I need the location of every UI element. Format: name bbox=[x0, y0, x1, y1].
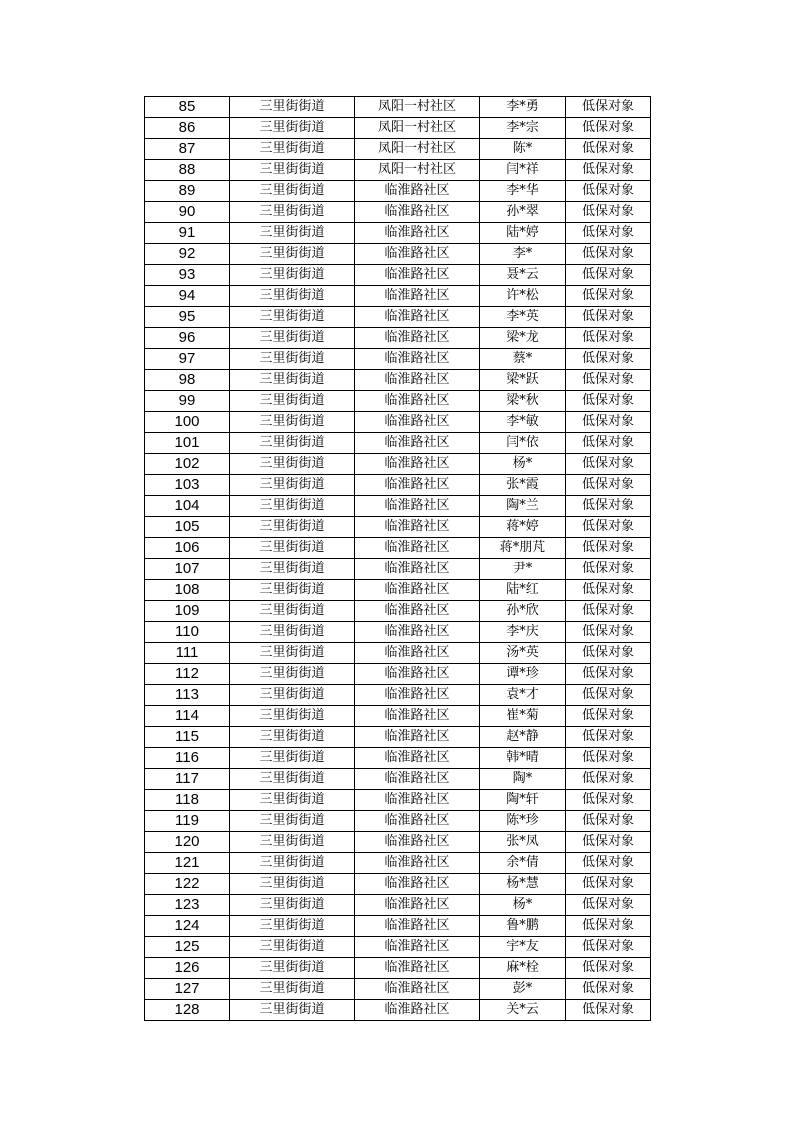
assistance-type-cell: 低保对象 bbox=[566, 391, 651, 412]
street-cell: 三里街街道 bbox=[230, 97, 355, 118]
table-row bbox=[145, 349, 651, 370]
assistance-type-cell: 低保对象 bbox=[566, 496, 651, 517]
assistance-type-cell: 低保对象 bbox=[566, 979, 651, 1000]
street-cell: 三里街街道 bbox=[230, 643, 355, 664]
community-cell: 临淮路社区 bbox=[355, 769, 480, 790]
row-number-cell: 117 bbox=[145, 769, 230, 790]
street-cell: 三里街街道 bbox=[230, 244, 355, 265]
recipient-name-cell: 李*英 bbox=[480, 307, 566, 328]
table-row bbox=[145, 937, 651, 958]
street-cell: 三里街街道 bbox=[230, 601, 355, 622]
community-cell: 临淮路社区 bbox=[355, 307, 480, 328]
table-row bbox=[145, 433, 651, 454]
street-cell: 三里街街道 bbox=[230, 664, 355, 685]
street-cell: 三里街街道 bbox=[230, 517, 355, 538]
recipient-name-cell: 蒋*朋芃 bbox=[480, 538, 566, 559]
table-row bbox=[145, 1000, 651, 1021]
recipient-name-cell: 陶*兰 bbox=[480, 496, 566, 517]
street-cell: 三里街街道 bbox=[230, 748, 355, 769]
table-row bbox=[145, 916, 651, 937]
table-row bbox=[145, 370, 651, 391]
recipient-name-cell: 陈*珍 bbox=[480, 811, 566, 832]
community-cell: 临淮路社区 bbox=[355, 916, 480, 937]
assistance-type-cell: 低保对象 bbox=[566, 790, 651, 811]
street-cell: 三里街街道 bbox=[230, 475, 355, 496]
community-cell: 临淮路社区 bbox=[355, 391, 480, 412]
assistance-type-cell: 低保对象 bbox=[566, 97, 651, 118]
table-row bbox=[145, 244, 651, 265]
street-cell: 三里街街道 bbox=[230, 370, 355, 391]
row-number-cell: 101 bbox=[145, 433, 230, 454]
community-cell: 临淮路社区 bbox=[355, 853, 480, 874]
row-number-cell: 128 bbox=[145, 1000, 230, 1021]
assistance-type-cell: 低保对象 bbox=[566, 727, 651, 748]
recipient-name-cell: 梁*跃 bbox=[480, 370, 566, 391]
table-row bbox=[145, 811, 651, 832]
assistance-type-cell: 低保对象 bbox=[566, 139, 651, 160]
assistance-type-cell: 低保对象 bbox=[566, 118, 651, 139]
row-number-cell: 99 bbox=[145, 391, 230, 412]
recipient-name-cell: 蔡* bbox=[480, 349, 566, 370]
community-cell: 临淮路社区 bbox=[355, 223, 480, 244]
row-number-cell: 112 bbox=[145, 664, 230, 685]
community-cell: 临淮路社区 bbox=[355, 412, 480, 433]
table-row bbox=[145, 580, 651, 601]
assistance-type-cell: 低保对象 bbox=[566, 433, 651, 454]
assistance-type-cell: 低保对象 bbox=[566, 622, 651, 643]
street-cell: 三里街街道 bbox=[230, 412, 355, 433]
community-cell: 临淮路社区 bbox=[355, 202, 480, 223]
street-cell: 三里街街道 bbox=[230, 433, 355, 454]
community-cell: 临淮路社区 bbox=[355, 538, 480, 559]
row-number-cell: 91 bbox=[145, 223, 230, 244]
recipient-name-cell: 李*敏 bbox=[480, 412, 566, 433]
recipient-name-cell: 蒋*婷 bbox=[480, 517, 566, 538]
table-row bbox=[145, 412, 651, 433]
recipient-name-cell: 关*云 bbox=[480, 1000, 566, 1021]
table-row bbox=[145, 832, 651, 853]
table-row bbox=[145, 475, 651, 496]
recipient-name-cell: 闫*祥 bbox=[480, 160, 566, 181]
assistance-type-cell: 低保对象 bbox=[566, 286, 651, 307]
assistance-type-cell: 低保对象 bbox=[566, 412, 651, 433]
table-row bbox=[145, 622, 651, 643]
recipient-name-cell: 张*凤 bbox=[480, 832, 566, 853]
table-row bbox=[145, 391, 651, 412]
assistance-type-cell: 低保对象 bbox=[566, 643, 651, 664]
assistance-type-cell: 低保对象 bbox=[566, 601, 651, 622]
assistance-type-cell: 低保对象 bbox=[566, 811, 651, 832]
street-cell: 三里街街道 bbox=[230, 559, 355, 580]
row-number-cell: 98 bbox=[145, 370, 230, 391]
recipient-name-cell: 聂*云 bbox=[480, 265, 566, 286]
street-cell: 三里街街道 bbox=[230, 811, 355, 832]
assistance-type-cell: 低保对象 bbox=[566, 958, 651, 979]
recipient-name-cell: 张*霞 bbox=[480, 475, 566, 496]
row-number-cell: 90 bbox=[145, 202, 230, 223]
row-number-cell: 100 bbox=[145, 412, 230, 433]
street-cell: 三里街街道 bbox=[230, 265, 355, 286]
table-row bbox=[145, 958, 651, 979]
recipient-name-cell: 汤*英 bbox=[480, 643, 566, 664]
table-row bbox=[145, 874, 651, 895]
row-number-cell: 106 bbox=[145, 538, 230, 559]
row-number-cell: 87 bbox=[145, 139, 230, 160]
street-cell: 三里街街道 bbox=[230, 454, 355, 475]
street-cell: 三里街街道 bbox=[230, 1000, 355, 1021]
recipient-name-cell: 许*松 bbox=[480, 286, 566, 307]
community-cell: 临淮路社区 bbox=[355, 832, 480, 853]
community-cell: 临淮路社区 bbox=[355, 580, 480, 601]
table-row bbox=[145, 118, 651, 139]
street-cell: 三里街街道 bbox=[230, 349, 355, 370]
street-cell: 三里街街道 bbox=[230, 496, 355, 517]
row-number-cell: 104 bbox=[145, 496, 230, 517]
assistance-type-cell: 低保对象 bbox=[566, 517, 651, 538]
row-number-cell: 89 bbox=[145, 181, 230, 202]
table-row bbox=[145, 979, 651, 1000]
recipient-name-cell: 余*倩 bbox=[480, 853, 566, 874]
assistance-type-cell: 低保对象 bbox=[566, 832, 651, 853]
assistance-type-cell: 低保对象 bbox=[566, 328, 651, 349]
assistance-type-cell: 低保对象 bbox=[566, 475, 651, 496]
street-cell: 三里街街道 bbox=[230, 832, 355, 853]
recipient-name-cell: 杨*慧 bbox=[480, 874, 566, 895]
community-cell: 临淮路社区 bbox=[355, 559, 480, 580]
table-row bbox=[145, 643, 651, 664]
row-number-cell: 125 bbox=[145, 937, 230, 958]
recipient-name-cell: 梁*秋 bbox=[480, 391, 566, 412]
row-number-cell: 114 bbox=[145, 706, 230, 727]
community-cell: 临淮路社区 bbox=[355, 790, 480, 811]
row-number-cell: 115 bbox=[145, 727, 230, 748]
row-number-cell: 96 bbox=[145, 328, 230, 349]
row-number-cell: 108 bbox=[145, 580, 230, 601]
table-row bbox=[145, 769, 651, 790]
assistance-type-cell: 低保对象 bbox=[566, 706, 651, 727]
street-cell: 三里街街道 bbox=[230, 958, 355, 979]
community-cell: 临淮路社区 bbox=[355, 1000, 480, 1021]
assistance-type-cell: 低保对象 bbox=[566, 307, 651, 328]
street-cell: 三里街街道 bbox=[230, 685, 355, 706]
row-number-cell: 113 bbox=[145, 685, 230, 706]
recipient-name-cell: 陈* bbox=[480, 139, 566, 160]
street-cell: 三里街街道 bbox=[230, 790, 355, 811]
table-row bbox=[145, 727, 651, 748]
table-row bbox=[145, 328, 651, 349]
assistance-type-cell: 低保对象 bbox=[566, 223, 651, 244]
community-cell: 凤阳一村社区 bbox=[355, 118, 480, 139]
row-number-cell: 105 bbox=[145, 517, 230, 538]
recipient-name-cell: 麻*栓 bbox=[480, 958, 566, 979]
street-cell: 三里街街道 bbox=[230, 580, 355, 601]
recipient-name-cell: 李* bbox=[480, 244, 566, 265]
community-cell: 临淮路社区 bbox=[355, 937, 480, 958]
row-number-cell: 109 bbox=[145, 601, 230, 622]
community-cell: 临淮路社区 bbox=[355, 979, 480, 1000]
row-number-cell: 126 bbox=[145, 958, 230, 979]
community-cell: 临淮路社区 bbox=[355, 706, 480, 727]
street-cell: 三里街街道 bbox=[230, 895, 355, 916]
assistance-type-cell: 低保对象 bbox=[566, 664, 651, 685]
street-cell: 三里街街道 bbox=[230, 979, 355, 1000]
row-number-cell: 88 bbox=[145, 160, 230, 181]
assistance-type-cell: 低保对象 bbox=[566, 748, 651, 769]
recipient-name-cell: 杨* bbox=[480, 454, 566, 475]
row-number-cell: 120 bbox=[145, 832, 230, 853]
assistance-type-cell: 低保对象 bbox=[566, 370, 651, 391]
street-cell: 三里街街道 bbox=[230, 853, 355, 874]
street-cell: 三里街街道 bbox=[230, 538, 355, 559]
row-number-cell: 102 bbox=[145, 454, 230, 475]
recipient-name-cell: 李*勇 bbox=[480, 97, 566, 118]
community-cell: 临淮路社区 bbox=[355, 727, 480, 748]
row-number-cell: 85 bbox=[145, 97, 230, 118]
street-cell: 三里街街道 bbox=[230, 874, 355, 895]
table-row bbox=[145, 307, 651, 328]
row-number-cell: 107 bbox=[145, 559, 230, 580]
table-row bbox=[145, 97, 651, 118]
community-cell: 临淮路社区 bbox=[355, 244, 480, 265]
recipient-name-cell: 袁*才 bbox=[480, 685, 566, 706]
recipient-table bbox=[144, 96, 651, 1021]
community-cell: 临淮路社区 bbox=[355, 895, 480, 916]
table-row bbox=[145, 454, 651, 475]
table-row bbox=[145, 202, 651, 223]
recipient-name-cell: 陆*红 bbox=[480, 580, 566, 601]
community-cell: 临淮路社区 bbox=[355, 370, 480, 391]
recipient-name-cell: 赵*静 bbox=[480, 727, 566, 748]
recipient-name-cell: 杨* bbox=[480, 895, 566, 916]
community-cell: 临淮路社区 bbox=[355, 286, 480, 307]
community-cell: 临淮路社区 bbox=[355, 664, 480, 685]
street-cell: 三里街街道 bbox=[230, 118, 355, 139]
table-row bbox=[145, 664, 651, 685]
table-row bbox=[145, 265, 651, 286]
community-cell: 临淮路社区 bbox=[355, 349, 480, 370]
recipient-name-cell: 梁*龙 bbox=[480, 328, 566, 349]
recipient-name-cell: 谭*珍 bbox=[480, 664, 566, 685]
row-number-cell: 95 bbox=[145, 307, 230, 328]
recipient-name-cell: 陶*轩 bbox=[480, 790, 566, 811]
table-row bbox=[145, 496, 651, 517]
recipient-name-cell: 孙*欣 bbox=[480, 601, 566, 622]
community-cell: 临淮路社区 bbox=[355, 517, 480, 538]
community-cell: 临淮路社区 bbox=[355, 874, 480, 895]
street-cell: 三里街街道 bbox=[230, 181, 355, 202]
community-cell: 临淮路社区 bbox=[355, 958, 480, 979]
table-row bbox=[145, 538, 651, 559]
row-number-cell: 118 bbox=[145, 790, 230, 811]
recipient-name-cell: 宇*友 bbox=[480, 937, 566, 958]
assistance-type-cell: 低保对象 bbox=[566, 265, 651, 286]
assistance-type-cell: 低保对象 bbox=[566, 454, 651, 475]
street-cell: 三里街街道 bbox=[230, 160, 355, 181]
row-number-cell: 93 bbox=[145, 265, 230, 286]
table-row bbox=[145, 286, 651, 307]
assistance-type-cell: 低保对象 bbox=[566, 769, 651, 790]
recipient-name-cell: 陆*婷 bbox=[480, 223, 566, 244]
table-row bbox=[145, 748, 651, 769]
community-cell: 临淮路社区 bbox=[355, 265, 480, 286]
street-cell: 三里街街道 bbox=[230, 622, 355, 643]
assistance-type-cell: 低保对象 bbox=[566, 685, 651, 706]
assistance-type-cell: 低保对象 bbox=[566, 895, 651, 916]
community-cell: 临淮路社区 bbox=[355, 601, 480, 622]
row-number-cell: 123 bbox=[145, 895, 230, 916]
recipient-name-cell: 韩*晴 bbox=[480, 748, 566, 769]
street-cell: 三里街街道 bbox=[230, 223, 355, 244]
assistance-type-cell: 低保对象 bbox=[566, 538, 651, 559]
row-number-cell: 110 bbox=[145, 622, 230, 643]
street-cell: 三里街街道 bbox=[230, 916, 355, 937]
recipient-table-body bbox=[145, 97, 651, 1021]
table-row bbox=[145, 853, 651, 874]
street-cell: 三里街街道 bbox=[230, 307, 355, 328]
recipient-name-cell: 崔*菊 bbox=[480, 706, 566, 727]
table-row bbox=[145, 139, 651, 160]
row-number-cell: 121 bbox=[145, 853, 230, 874]
assistance-type-cell: 低保对象 bbox=[566, 916, 651, 937]
table-row bbox=[145, 559, 651, 580]
recipient-name-cell: 孙*翠 bbox=[480, 202, 566, 223]
community-cell: 临淮路社区 bbox=[355, 475, 480, 496]
table-row bbox=[145, 160, 651, 181]
row-number-cell: 122 bbox=[145, 874, 230, 895]
street-cell: 三里街街道 bbox=[230, 937, 355, 958]
assistance-type-cell: 低保对象 bbox=[566, 202, 651, 223]
community-cell: 临淮路社区 bbox=[355, 496, 480, 517]
street-cell: 三里街街道 bbox=[230, 202, 355, 223]
street-cell: 三里街街道 bbox=[230, 769, 355, 790]
row-number-cell: 111 bbox=[145, 643, 230, 664]
assistance-type-cell: 低保对象 bbox=[566, 853, 651, 874]
assistance-type-cell: 低保对象 bbox=[566, 160, 651, 181]
row-number-cell: 116 bbox=[145, 748, 230, 769]
recipient-name-cell: 李*庆 bbox=[480, 622, 566, 643]
recipient-name-cell: 闫*依 bbox=[480, 433, 566, 454]
community-cell: 临淮路社区 bbox=[355, 622, 480, 643]
row-number-cell: 103 bbox=[145, 475, 230, 496]
assistance-type-cell: 低保对象 bbox=[566, 559, 651, 580]
street-cell: 三里街街道 bbox=[230, 727, 355, 748]
community-cell: 临淮路社区 bbox=[355, 643, 480, 664]
recipient-name-cell: 尹* bbox=[480, 559, 566, 580]
table-row bbox=[145, 517, 651, 538]
table-row bbox=[145, 601, 651, 622]
row-number-cell: 119 bbox=[145, 811, 230, 832]
assistance-type-cell: 低保对象 bbox=[566, 937, 651, 958]
assistance-type-cell: 低保对象 bbox=[566, 580, 651, 601]
row-number-cell: 124 bbox=[145, 916, 230, 937]
assistance-type-cell: 低保对象 bbox=[566, 181, 651, 202]
community-cell: 临淮路社区 bbox=[355, 181, 480, 202]
row-number-cell: 94 bbox=[145, 286, 230, 307]
community-cell: 临淮路社区 bbox=[355, 454, 480, 475]
street-cell: 三里街街道 bbox=[230, 328, 355, 349]
community-cell: 临淮路社区 bbox=[355, 811, 480, 832]
recipient-name-cell: 陶* bbox=[480, 769, 566, 790]
community-cell: 凤阳一村社区 bbox=[355, 97, 480, 118]
community-cell: 临淮路社区 bbox=[355, 748, 480, 769]
table-row bbox=[145, 685, 651, 706]
row-number-cell: 97 bbox=[145, 349, 230, 370]
table-row bbox=[145, 706, 651, 727]
street-cell: 三里街街道 bbox=[230, 286, 355, 307]
assistance-type-cell: 低保对象 bbox=[566, 349, 651, 370]
community-cell: 凤阳一村社区 bbox=[355, 139, 480, 160]
recipient-name-cell: 李*华 bbox=[480, 181, 566, 202]
assistance-type-cell: 低保对象 bbox=[566, 1000, 651, 1021]
recipient-name-cell: 彭* bbox=[480, 979, 566, 1000]
community-cell: 临淮路社区 bbox=[355, 685, 480, 706]
street-cell: 三里街街道 bbox=[230, 706, 355, 727]
table-row bbox=[145, 895, 651, 916]
street-cell: 三里街街道 bbox=[230, 391, 355, 412]
assistance-type-cell: 低保对象 bbox=[566, 244, 651, 265]
table-row bbox=[145, 223, 651, 244]
community-cell: 凤阳一村社区 bbox=[355, 160, 480, 181]
table-row bbox=[145, 790, 651, 811]
row-number-cell: 86 bbox=[145, 118, 230, 139]
recipient-name-cell: 李*宗 bbox=[480, 118, 566, 139]
community-cell: 临淮路社区 bbox=[355, 433, 480, 454]
row-number-cell: 127 bbox=[145, 979, 230, 1000]
recipient-name-cell: 鲁*鹏 bbox=[480, 916, 566, 937]
table-row bbox=[145, 181, 651, 202]
row-number-cell: 92 bbox=[145, 244, 230, 265]
community-cell: 临淮路社区 bbox=[355, 328, 480, 349]
street-cell: 三里街街道 bbox=[230, 139, 355, 160]
assistance-type-cell: 低保对象 bbox=[566, 874, 651, 895]
